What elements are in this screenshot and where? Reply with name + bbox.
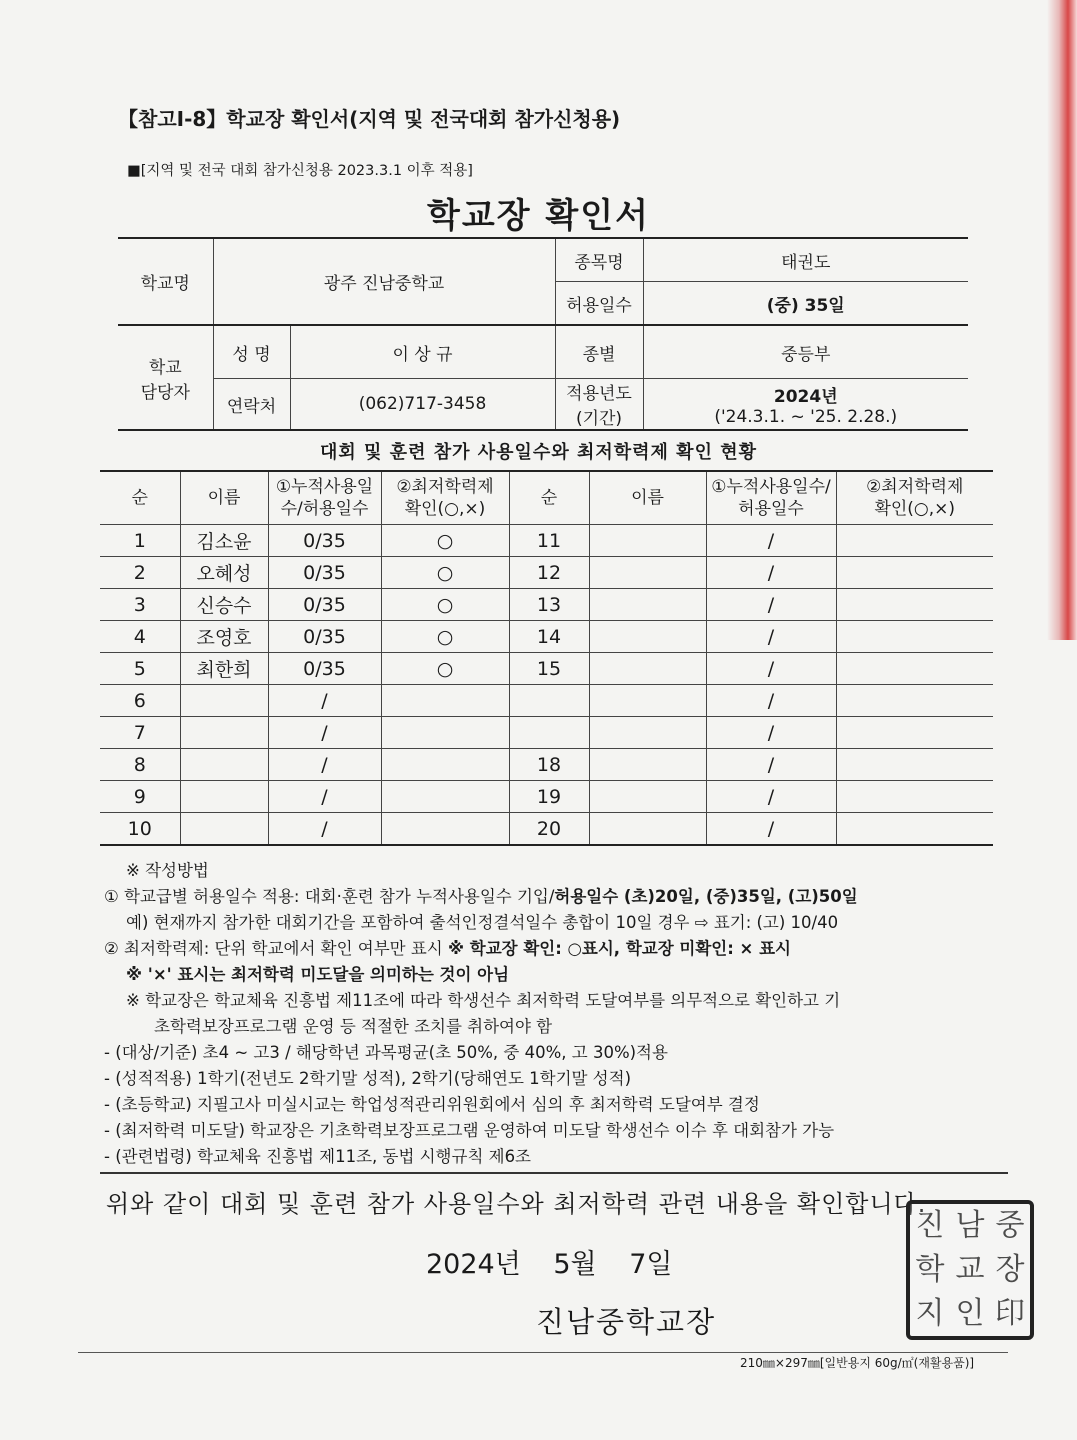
manager-name-label: 성 명 [213,325,290,379]
seal-glyph: 지 [915,1296,945,1331]
note-1c: 예) 현재까지 참가한 대회기간을 포함하여 출석인정결석일수 총합이 10일 경우 ⇨ 표기: (고) 10/40 [126,913,839,932]
cell-name: 최한희 [180,653,268,685]
usage-header-row [100,471,993,525]
cell-check-r [836,525,993,557]
cell-days: / [268,717,381,749]
note-1 [104,884,1014,910]
detail-4: - (최저학력 미도달) 학교장은 기초학력보장프로그램 운영하여 미도달 학생선수 이수 후 대회참가 가능 [104,1121,835,1140]
sport-value: 태권도 [643,238,968,282]
cell-no-r: 13 [509,589,589,621]
confirmation-statement: 위와 같이 대회 및 훈련 참가 사용일수와 최저학력 관련 내용을 확인합니다. [106,1190,927,1218]
table-row [100,717,993,749]
header-days-l2: 수/허용일수 [280,499,369,519]
cell-days-r: / [706,653,836,685]
table-row [100,589,993,621]
table-row [100,813,993,846]
cell-no-r: 18 [509,749,589,781]
cell-check: ○ [381,653,509,685]
division-value: 중등부 [643,325,968,379]
cell-no-r: 11 [509,525,589,557]
cell-no-r: 15 [509,653,589,685]
cell-no-r: 12 [509,557,589,589]
note-1b: 허용일수 (초)20일, (중)35일, (고)50일 [554,887,858,906]
cell-name-r [589,525,706,557]
year-value-cell [643,379,968,431]
manager-label [118,325,213,430]
cell-check [381,813,509,846]
cell-no: 1 [100,525,180,557]
cell-no: 9 [100,781,180,813]
note-4b: 초학력보장프로그램 운영 등 적절한 조치를 취하여야 함 [154,1017,553,1036]
cell-name-r [589,621,706,653]
cell-check-r [836,653,993,685]
header-days [268,471,381,525]
note-1a: ① 학교급별 허용일수 적용: 대회·훈련 참가 누적사용일수 기입/ [104,887,555,906]
contact-label: 연락처 [213,379,290,431]
detail-5: - (관련법령) 학교체육 진흥법 제11조, 동법 시행규칙 제6조 [104,1147,531,1166]
header-days-right [706,471,836,525]
note-2 [104,936,1014,962]
cell-check-r [836,717,993,749]
cell-check-r [836,621,993,653]
principal-signature-line: 진남중학교장 [536,1305,717,1339]
page-title: 학교장 확인서 [427,196,650,236]
scope-note: ■[지역 및 전국 대회 참가신청용 2023.3.1 이후 적용] [127,163,473,179]
note-3: ※ '×' 표시는 최저학력 미도달을 의미하는 것이 아님 [126,965,510,984]
manager-label-line1: 학교 [148,357,182,378]
cell-days: 0/35 [268,557,381,589]
cell-days: / [268,813,381,846]
cell-no: 7 [100,717,180,749]
manager-name-value: 이 상 규 [290,325,555,379]
cell-name-r [589,557,706,589]
table-row [100,749,993,781]
header-check-right-l1: ②최저학력제 [866,477,964,497]
cell-check-r [836,589,993,621]
seal-glyph: 印 [995,1296,1025,1331]
cell-no: 8 [100,749,180,781]
cell-days: / [268,749,381,781]
header-name-right: 이름 [589,471,706,525]
allowed-days-value: (중) 35일 [643,282,968,326]
cell-days-r: / [706,621,836,653]
header-check-right-l2: 확인(○,×) [874,499,956,519]
cell-name [180,781,268,813]
cell-days-r: / [706,589,836,621]
cell-check-r [836,557,993,589]
notes-heading: ※ 작성방법 [126,861,209,880]
cell-name-r [589,749,706,781]
note-4a: ※ 학교장은 학교체육 진흥법 제11조에 따라 학생선수 최저학력 도달여부를 의무적으로 확인하고 기 [126,991,841,1010]
cell-no: 5 [100,653,180,685]
cell-name: 오혜성 [180,557,268,589]
cell-name: 신승수 [180,589,268,621]
header-days-right-l2: 허용일수 [738,499,804,519]
school-name-value: 광주 진남중학교 [213,238,555,325]
cell-check [381,749,509,781]
header-no: 순 [100,471,180,525]
cell-check [381,781,509,813]
writing-instructions [104,858,1014,1170]
table-row [100,525,993,557]
detail-1: - (대상/기준) 초4 ~ 고3 / 해당학년 과목평균(초 50%, 중 40%, 고 30%)적용 [104,1043,668,1062]
header-check-l1: ②최저학력제 [396,477,494,497]
manager-label-line2: 담당자 [140,382,190,403]
reference-title: 【참고Ⅰ-8】학교장 확인서(지역 및 전국대회 참가신청용) [118,107,621,131]
cell-check-r [836,749,993,781]
cell-name-r [589,653,706,685]
cell-name-r [589,813,706,846]
cell-check: ○ [381,621,509,653]
school-name-label: 학교명 [118,238,213,325]
detail-3: - (초등학교) 지필고사 미실시교는 학업성적관리위원회에서 심의 후 최저학력 도달여부 결정 [104,1095,760,1114]
cell-check [381,717,509,749]
seal-glyph: 학 [915,1252,945,1287]
cell-name-r [589,781,706,813]
cell-name [180,685,268,717]
school-info-table [118,237,968,431]
header-check-right [836,471,993,525]
cell-days-r: / [706,749,836,781]
footer-divider [78,1352,1008,1353]
cell-days-r: / [706,525,836,557]
year-label-line2: (기간) [575,409,623,429]
cell-no-r: 14 [509,621,589,653]
seal-glyph: 인 [955,1296,985,1331]
cell-days: 0/35 [268,525,381,557]
detail-2: - (성적적용) 1학기(전년도 2학기말 성적), 2학기(당해연도 1학기말 성적) [104,1069,632,1088]
cell-days: 0/35 [268,621,381,653]
cell-name-r [589,589,706,621]
cell-days: 0/35 [268,589,381,621]
cell-no: 4 [100,621,180,653]
cell-no: 10 [100,813,180,846]
cell-check: ○ [381,525,509,557]
year-label [555,379,643,431]
cell-days-r: / [706,557,836,589]
seal-glyph: 중 [995,1208,1025,1243]
header-check-l2: 확인(○,×) [404,499,486,519]
year-label-line1: 적용년도 [566,384,632,404]
seal-glyph: 장 [995,1252,1025,1287]
cell-name: 조영호 [180,621,268,653]
cell-days: / [268,781,381,813]
cell-name [180,717,268,749]
cell-days: 0/35 [268,653,381,685]
paper-spec-footer: 210㎜×297㎜[일반용지 60g/㎡(재활용품)] [740,1356,975,1370]
cell-check: ○ [381,589,509,621]
seal-glyph: 진 [915,1208,945,1243]
header-no-right: 순 [509,471,589,525]
cell-no-r [509,717,589,749]
usage-title: 대회 및 훈련 참가 사용일수와 최저학력제 확인 현황 [319,442,757,463]
cell-days-r: / [706,781,836,813]
cell-days-r: / [706,813,836,846]
cell-name-r [589,685,706,717]
sport-label: 종목명 [555,238,643,282]
table-row [100,781,993,813]
usage-table [100,470,993,846]
table-row [100,685,993,717]
cell-name-r [589,717,706,749]
table-row [100,653,993,685]
cell-name [180,813,268,846]
cell-no: 3 [100,589,180,621]
divider [100,1172,1008,1174]
header-days-right-l1: ①누적사용일수/ [711,477,831,497]
seal-glyph: 남 [955,1208,985,1243]
seal-glyph: 교 [955,1252,985,1287]
cell-name [180,749,268,781]
cell-days-r: / [706,685,836,717]
header-days-l1: ①누적사용일 [275,477,374,497]
allowed-days-label: 허용일수 [555,282,643,326]
cell-name: 김소윤 [180,525,268,557]
year-period: ('24.3.1. ~ '25. 2.28.) [714,406,898,427]
cell-days: / [268,685,381,717]
cell-days-r: / [706,717,836,749]
cell-no-r: 20 [509,813,589,846]
cell-check-r [836,781,993,813]
header-check [381,471,509,525]
table-row [100,621,993,653]
cell-check: ○ [381,557,509,589]
note-2b: ※ 학교장 확인: ○표시, 학교장 미확인: × 표시 [447,939,791,958]
header-name: 이름 [180,471,268,525]
note-2a: ② 최저학력제: 단위 학교에서 확인 여부만 표시 [104,939,448,958]
cell-check-r [836,813,993,846]
division-label: 종별 [555,325,643,379]
cell-no-r [509,685,589,717]
cell-no: 6 [100,685,180,717]
cell-no: 2 [100,557,180,589]
official-seal [906,1200,1034,1340]
cell-no-r: 19 [509,781,589,813]
year-value: 2024년 [773,386,838,407]
issue-date: 2024년 5월 7일 [426,1249,673,1280]
cell-check [381,685,509,717]
table-row [100,557,993,589]
cell-check-r [836,685,993,717]
contact-value: (062)717-3458 [290,379,555,431]
